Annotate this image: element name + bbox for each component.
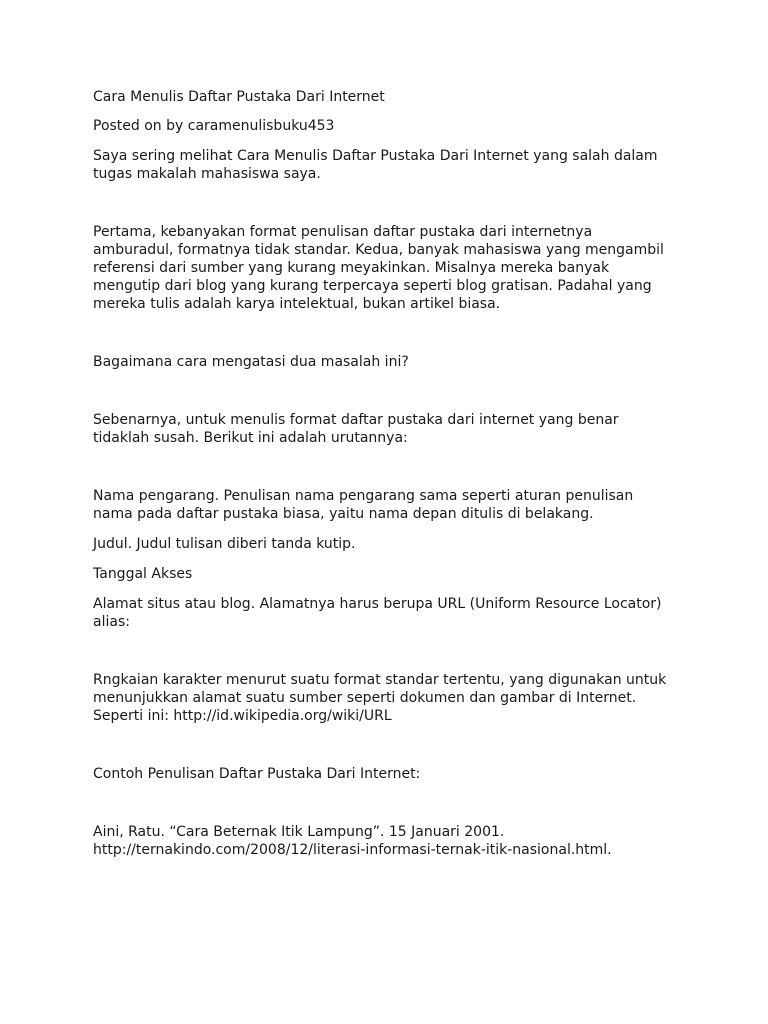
paragraph-question: Bagaimana cara mengatasi dua masalah ini? xyxy=(93,354,409,370)
paragraph-problems: Pertama, kebanyakan format penulisan daftar pustaka dari internetnya amburadul, formatnya tidak standar. Kedua, banyak mahasiswa yang mengambil referensi dari sumber yang kurang meyakinkan. Misalnya mereka banyak mengutip dari blog yang kurang terpercaya seperti blog gratisan. Padahal yang mereka tulis adalah karya intelektual, bukan artikel biasa. xyxy=(93,224,664,312)
paragraph-author: Nama pengarang. Penulisan nama pengarang sama seperti aturan penulisan nama pada daftar pustaka biasa, yaitu nama depan ditulis di belakang. xyxy=(93,488,634,522)
paragraph-address: Alamat situs atau blog. Alamatnya harus berupa URL (Uniform Resource Locator) alias: xyxy=(93,596,662,630)
paragraph-intro: Saya sering melihat Cara Menulis Daftar Pustaka Dari Internet yang salah dalam tugas makalah mahasiswa saya. xyxy=(93,148,658,182)
paragraph-solution: Sebenarnya, untuk menulis format daftar pustaka dari internet yang benar tidaklah susah. Berikut ini adalah urutannya: xyxy=(93,412,619,446)
document-title: Cara Menulis Daftar Pustaka Dari Internet xyxy=(93,89,385,105)
paragraph-url-definition: Rngkaian karakter menurut suatu format standar tertentu, yang digunakan untuk menunjukkan alamat suatu sumber seperti dokumen dan gambar di Internet. Seperti ini: http://id.wikipedia.org/wiki/URL xyxy=(93,672,667,724)
paragraph-example-citation: Aini, Ratu. “Cara Beternak Itik Lampung”. 15 Januari 2001. http://ternakindo.com/2008/12/literasi-informasi-ternak-itik-nasional.html. xyxy=(93,824,612,858)
posted-line: Posted on by caramenulisbuku453 xyxy=(93,118,335,134)
paragraph-title: Judul. Judul tulisan diberi tanda kutip. xyxy=(93,536,356,552)
paragraph-example-heading: Contoh Penulisan Daftar Pustaka Dari Internet: xyxy=(93,766,421,782)
document-body xyxy=(93,86,693,859)
paragraph-access-date: Tanggal Akses xyxy=(93,566,193,582)
